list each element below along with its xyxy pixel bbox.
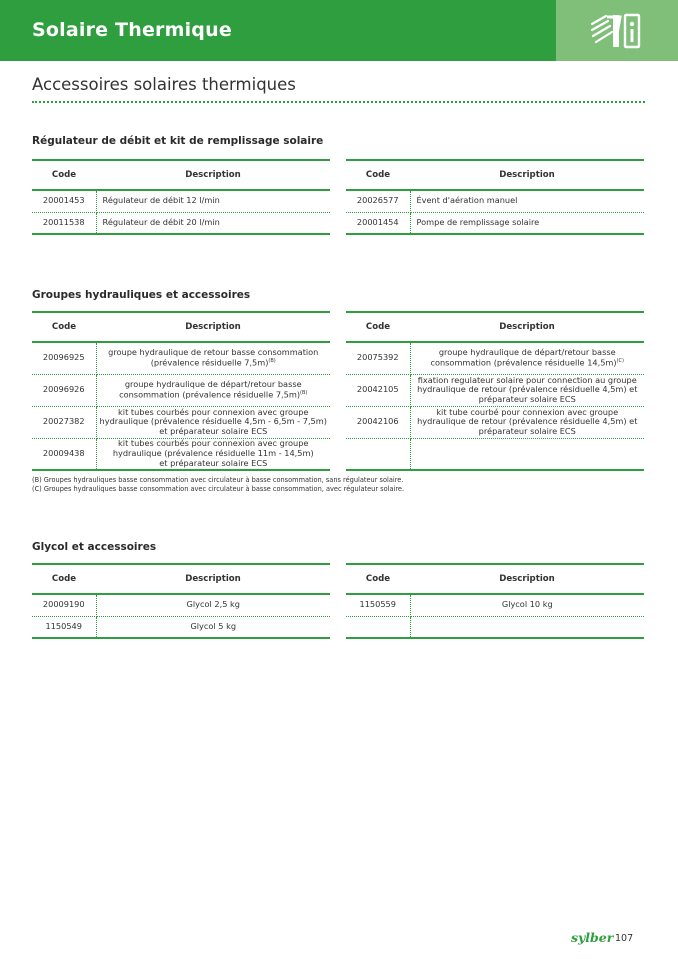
table-row: [346, 374, 644, 406]
footnote-c: (C) Groupes hydrauliques basse consommation avec circulateur à basse consommation, avec régulateur solaire.: [32, 485, 405, 493]
col-header-code: Code: [346, 160, 410, 190]
table-row: [32, 406, 330, 438]
table-row: [32, 342, 330, 374]
table-groupes-left: [32, 311, 330, 471]
product-code: 20011538: [32, 212, 96, 234]
product-description: Régulateur de débit 20 l/min: [96, 212, 330, 234]
brand-logo: sylber: [571, 930, 614, 945]
table-row: [346, 406, 644, 438]
table-row-empty: [346, 438, 644, 470]
product-code: 20026577: [346, 190, 410, 212]
table-row: [32, 374, 330, 406]
table-row: [346, 212, 644, 234]
table-row: [32, 438, 330, 470]
col-header-description: Description: [410, 564, 644, 594]
table-row: [346, 342, 644, 374]
table-glycol-left: [32, 563, 330, 639]
footnote-b: (B) Groupes hydrauliques basse consommation avec circulateur à basse consommation, sans régulateur solaire.: [32, 476, 404, 484]
product-code: 1150549: [32, 616, 96, 638]
table-row: [346, 594, 644, 616]
col-header-code: Code: [32, 564, 96, 594]
product-code: 20009438: [32, 438, 96, 470]
section-title-regulateur: Régulateur de débit et kit de remplissage solaire: [32, 135, 324, 147]
col-header-description: Description: [96, 564, 330, 594]
product-code: 1150559: [346, 594, 410, 616]
product-code: 20096926: [32, 374, 96, 406]
product-code: 20027382: [32, 406, 96, 438]
product-description: Évent d'aération manuel: [410, 190, 644, 212]
table-glycol-right: [346, 563, 644, 639]
page-title: Accessoires solaires thermiques: [32, 75, 296, 94]
product-description: groupe hydraulique de départ/retour basse consommation (prévalence résiduelle 7,5m)$^{(B)}$: [96, 374, 330, 406]
page-number: 107: [615, 933, 634, 944]
product-code: 20042106: [346, 406, 410, 438]
product-description: groupe hydraulique de retour basse consommation (prévalence résiduelle 7,5m)$^{(B)}$: [96, 342, 330, 374]
product-code: 20001453: [32, 190, 96, 212]
product-description: Glycol 2,5 kg: [96, 594, 330, 616]
product-code: 20075392: [346, 342, 410, 374]
product-description: Régulateur de débit 12 l/min: [96, 190, 330, 212]
col-header-code: Code: [346, 564, 410, 594]
table-row: [32, 594, 330, 616]
product-description: Pompe de remplissage solaire: [410, 212, 644, 234]
product-description: fixation regulateur solaire pour connection au groupe hydraulique de retour (prévalence résiduelle 4,5m) et préparateur solaire ECS: [410, 374, 644, 406]
product-code-empty: [346, 616, 410, 638]
product-description: Glycol 5 kg: [96, 616, 330, 638]
col-header-description: Description: [410, 312, 644, 342]
product-code: 20096925: [32, 342, 96, 374]
header-title: Solaire Thermique: [32, 19, 232, 41]
col-header-description: Description: [410, 160, 644, 190]
table-regulateur-right: [346, 159, 644, 235]
col-header-code: Code: [32, 160, 96, 190]
header-logo-box: [556, 0, 678, 61]
table-row: [32, 212, 330, 234]
product-code: 20001454: [346, 212, 410, 234]
product-description: kit tube courbé pour connexion avec groupe hydraulique de retour (prévalence résiduelle 4,5m) et préparateur solaire ECS: [410, 406, 644, 438]
product-description-empty: [410, 438, 644, 470]
footnotes: [32, 476, 404, 494]
product-code: 20042105: [346, 374, 410, 406]
table-row: [32, 616, 330, 638]
product-description: kit tubes courbés pour connexion avec groupe hydraulique (prévalence résiduelle 11m - 14,5m) et préparateur solaire ECS: [96, 438, 330, 470]
table-regulateur-left: [32, 159, 330, 235]
section-title-groupes: Groupes hydrauliques et accessoires: [32, 289, 251, 301]
table-row: [346, 190, 644, 212]
table-row-empty: [346, 616, 644, 638]
col-header-description: Description: [96, 160, 330, 190]
table-row: [32, 190, 330, 212]
product-description: groupe hydraulique de départ/retour basse consommation (prévalence résiduelle 14,5m)$^{(C)}$: [410, 342, 644, 374]
table-groupes-right: [346, 311, 644, 471]
title-divider: [32, 101, 645, 103]
col-header-description: Description: [96, 312, 330, 342]
product-description: Glycol 10 kg: [410, 594, 644, 616]
col-header-code: Code: [32, 312, 96, 342]
product-description-empty: [410, 616, 644, 638]
solar-thermal-icon: [590, 12, 642, 50]
product-code-empty: [346, 438, 410, 470]
section-title-glycol: Glycol et accessoires: [32, 541, 157, 553]
col-header-code: Code: [346, 312, 410, 342]
product-description: kit tubes courbés pour connexion avec groupe hydraulique (prévalence résiduelle 4,5m - 6,5m - 7,5m) et préparateur solaire ECS: [96, 406, 330, 438]
product-code: 20009190: [32, 594, 96, 616]
